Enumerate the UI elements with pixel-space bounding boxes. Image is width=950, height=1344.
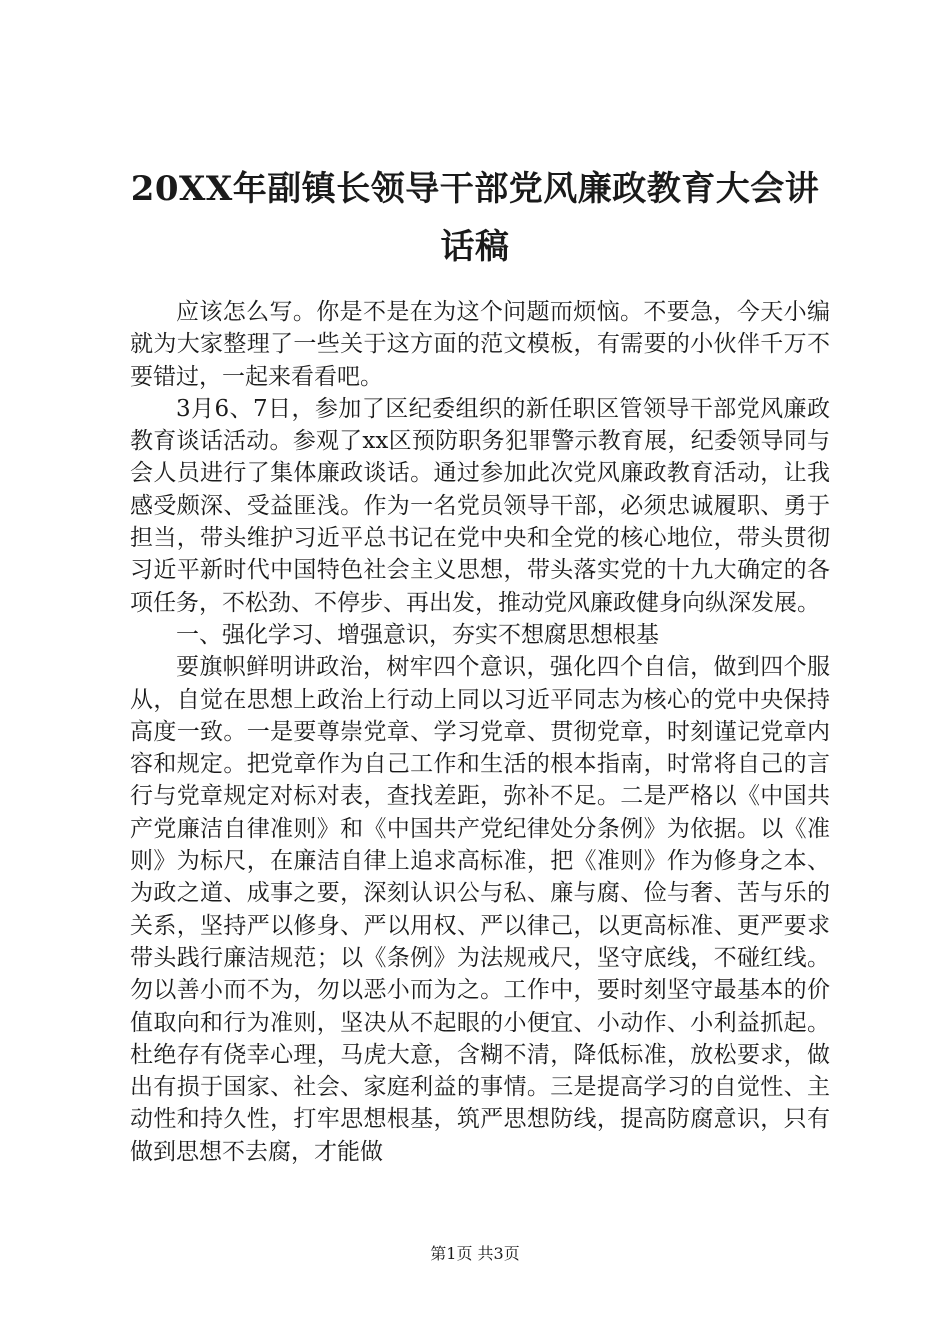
document-body — [130, 296, 830, 1168]
page-number-footer: 第1页 共3页 — [430, 1244, 520, 1263]
section-heading-1: 一、强化学习、增强意识，夯实不想腐思想根基 — [176, 621, 659, 648]
paragraph-intro: 应该怎么写。你是不是在为这个问题而烦恼。不要急，今天小编就为大家整理了一些关于这方面的范文模板，有需要的小伙伴千万不要错过，一起来看看吧。 — [130, 299, 830, 390]
paragraph-section-1: 要旗帜鲜明讲政治，树牢四个意识，强化四个自信，做到四个服从，自觉在思想上政治上行动上同以习近平同志为核心的党中央保持高度一致。一是要尊崇党章、学习党章、贯彻党章，时刻谨记党章内容和规定。把党章作为自己工作和生活的根本指南，时常将自己的言行与党章规定对标对表，查找差距，弥补不足。二是严格以《中国共产党廉洁自律准则》和《中国共产党纪律处分条例》为依据。以《准则》为标尺，在廉洁自律上追求高标准，把《准则》作为修身之本、为政之道、成事之要，深刻认识公与私、廉与腐、俭与奢、苦与乐的关系，坚持严以修身、严以用权、严以律己，以更高标准、更严要求带头践行廉洁规范；以《条例》为法规戒尺，坚守底线，不碰红线。勿以善小而不为，勿以恶小而为之。工作中，要时刻坚守最基本的价值取向和行为准则，坚决从不起眼的小便宜、小动作、小利益抓起。杜绝存有侥幸心理，马虎大意，含糊不清，降低标准，放松要求，做出有损于国家、社会、家庭利益的事情。三是提高学习的自觉性、主动性和持久性，打牢思想根基，筑严思想防线，提高防腐意识，只有做到思想不去腐，才能做 — [130, 654, 830, 1165]
document-title: 20XX年副镇长领导干部党风廉政教育大会讲话稿 — [130, 169, 820, 267]
paragraph-activity: 3月6、7日，参加了区纪委组织的新任职区管领导干部党风廉政教育谈话活动。参观了xx区预防职务犯罪警示教育展，纪委领导同与会人员进行了集体廉政谈话。通过参加此次党风廉政教育活动，让我感受颇深、受益匪浅。作为一名党员领导干部，必须忠诚履职、勇于担当，带头维护习近平总书记在党中央和全党的核心地位，带头贯彻习近平新时代中国特色社会主义思想，带头落实党的十九大确定的各项任务，不松劲、不停步、再出发，推动党风廉政健身向纵深发展。 — [130, 395, 830, 616]
